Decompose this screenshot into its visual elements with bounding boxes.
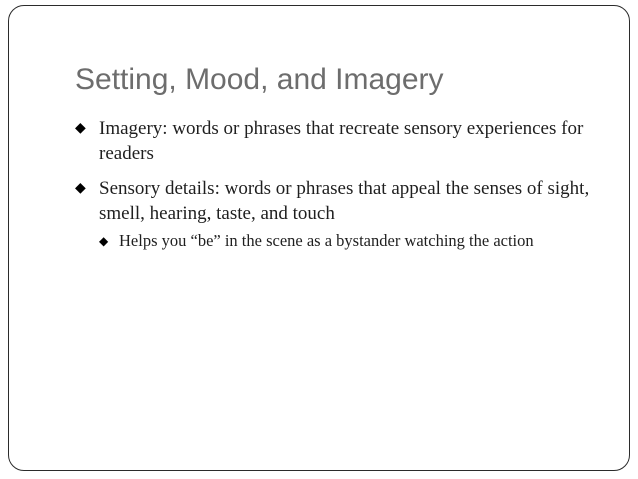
slide-frame [8, 5, 630, 471]
sub-bullet-item-bystander [71, 230, 611, 252]
bullet-list [71, 116, 611, 252]
diamond-bullet-icon: ◆ [75, 121, 86, 136]
diamond-bullet-icon: ◆ [99, 234, 109, 248]
slide-title: Setting, Mood, and Imagery [75, 63, 444, 96]
bullet-text: Imagery: words or phrases that recreate sensory experiences for readers [99, 118, 584, 164]
sub-bullet-list [71, 230, 611, 252]
sub-bullet-group [71, 230, 611, 252]
sub-bullet-text: Helps you “be” in the scene as a bystander watching the action [119, 231, 534, 250]
bullet-item-sensory-details [71, 176, 611, 226]
bullet-item-imagery [71, 116, 611, 166]
diamond-bullet-icon: ◆ [75, 181, 86, 196]
bullet-text: Sensory details: words or phrases that appeal the senses of sight, smell, hearing, taste, and touch [99, 178, 590, 224]
